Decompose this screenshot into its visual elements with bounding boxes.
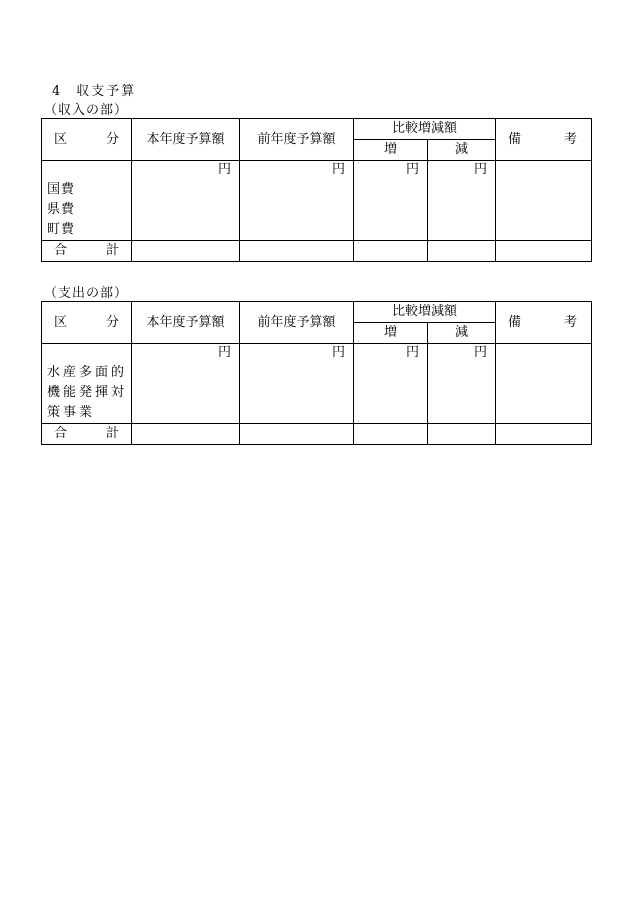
header-difference: 比較増減額 [354,119,496,140]
income-table [41,118,592,262]
total-label: 合 計 [42,424,132,445]
income-item: 町費 [47,222,76,237]
income-items-cell [42,161,132,241]
expense-items-cell [42,344,132,424]
header-biko: 備 考 [496,119,592,161]
yen-unit: 円 [354,161,428,241]
header-previous-budget: 前年度予算額 [240,119,354,161]
section-heading [52,80,136,99]
income-item: 県費 [47,202,76,217]
total-cell [132,241,240,262]
header-kubun: 区 分 [42,302,132,344]
total-cell [496,241,592,262]
total-cell [428,241,496,262]
section-title-text: 収支予算 [76,84,137,99]
income-subtitle: （収入の部） [44,103,129,118]
section-number: 4 [52,84,63,99]
biko-cell [496,161,592,241]
header-previous-budget: 前年度予算額 [240,302,354,344]
expense-item: 機能発揮対 [47,385,128,400]
biko-cell [496,344,592,424]
header-decrease: 減 [428,140,496,161]
yen-unit: 円 [428,161,496,241]
total-cell [240,241,354,262]
header-biko: 備 考 [496,302,592,344]
total-cell [354,241,428,262]
yen-unit: 円 [354,344,428,424]
header-increase: 増 [354,140,428,161]
yen-unit: 円 [240,161,354,241]
total-label: 合 計 [42,241,132,262]
header-decrease: 減 [428,323,496,344]
total-cell [240,424,354,445]
total-cell [132,424,240,445]
header-current-budget: 本年度予算額 [132,302,240,344]
expense-table [41,301,592,445]
yen-unit: 円 [132,344,240,424]
total-cell [354,424,428,445]
total-cell [428,424,496,445]
yen-unit: 円 [132,161,240,241]
header-difference: 比較増減額 [354,302,496,323]
header-current-budget: 本年度予算額 [132,119,240,161]
expense-subtitle: （支出の部） [44,286,129,301]
yen-unit: 円 [428,344,496,424]
expense-item: 水産多面的 [47,365,128,380]
yen-unit: 円 [240,344,354,424]
expense-item: 策事業 [47,405,96,420]
header-increase: 増 [354,323,428,344]
total-cell [496,424,592,445]
header-kubun: 区 分 [42,119,132,161]
income-item: 国費 [47,182,76,197]
